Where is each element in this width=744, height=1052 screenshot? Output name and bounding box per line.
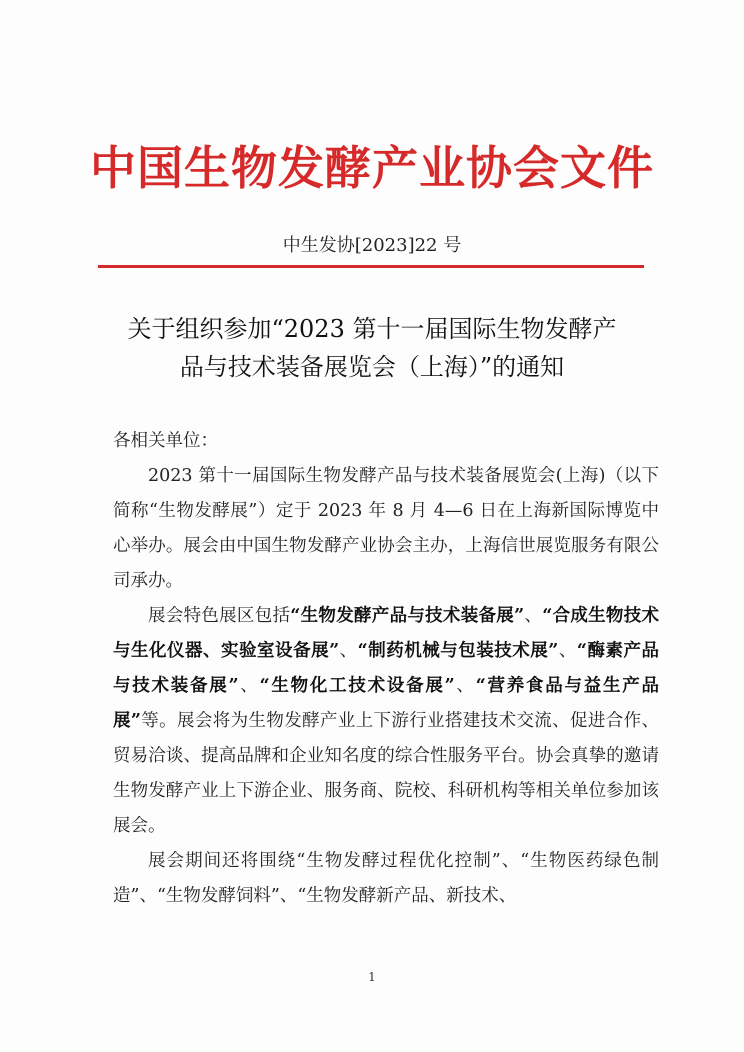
paragraph-3: 展会期间还将围绕“生物发酵过程优化控制”、“生物医药绿色制造”、“生物发酵饲料”、“生物发酵新产品、新技术、	[113, 851, 659, 906]
zone-4: “酶素产品与技术装备展”	[113, 641, 659, 696]
separator: 、	[238, 676, 260, 696]
separator: 、	[339, 641, 358, 661]
separator: 、	[454, 676, 476, 696]
paragraph-1: 2023 第十一届国际生物发酵产品与技术装备展览会(上海)（以下简称“生物发酵展”）定于 2023 年 8 月 4—6 日在上海新国际博览中心举办。展会由中国生物发酵产业协会主办，上海信世展览服务有限公司承办。	[113, 466, 659, 591]
separator: 、	[524, 606, 543, 626]
notice-title	[80, 310, 664, 386]
zone-6: “营养食品与益生产品展”	[113, 676, 659, 731]
zone-5: “生物化工技术设备展”	[259, 676, 455, 696]
paragraph-2	[113, 599, 659, 844]
greeting: 各相关单位：	[113, 431, 218, 451]
zone-3: “制药机械与包装技术展”	[357, 641, 559, 661]
notice-title-line-2: 品与技术装备展览会（上海）”的通知	[179, 353, 565, 381]
red-divider	[98, 265, 644, 268]
masthead-title: 中国生物发酵产业协会文件	[90, 141, 654, 195]
paragraph-2-rest: 等。展会将为生物发酵产业上下游行业搭建技术交流、促进合作、贸易洽谈、提高品牌和企业知名度的综合性服务平台。协会真挚的邀请生物发酵产业上下游企业、服务商、院校、科研机构等相关单位参加该展会。	[113, 711, 659, 836]
document-body	[113, 424, 659, 914]
zone-2: “合成生物技术与生化仪器、实验室设备展”	[113, 606, 659, 661]
zone-1: “生物发酵产品与技术装备展”	[290, 606, 525, 626]
document-number: 中生发协[2023]22 号	[282, 235, 462, 256]
separator: 、	[558, 641, 577, 661]
notice-title-line-1: 关于组织参加“2023 第十一届国际生物发酵产	[127, 315, 617, 343]
page-number: 1	[368, 970, 376, 984]
paragraph-2-intro: 展会特色展区包括	[148, 606, 291, 626]
